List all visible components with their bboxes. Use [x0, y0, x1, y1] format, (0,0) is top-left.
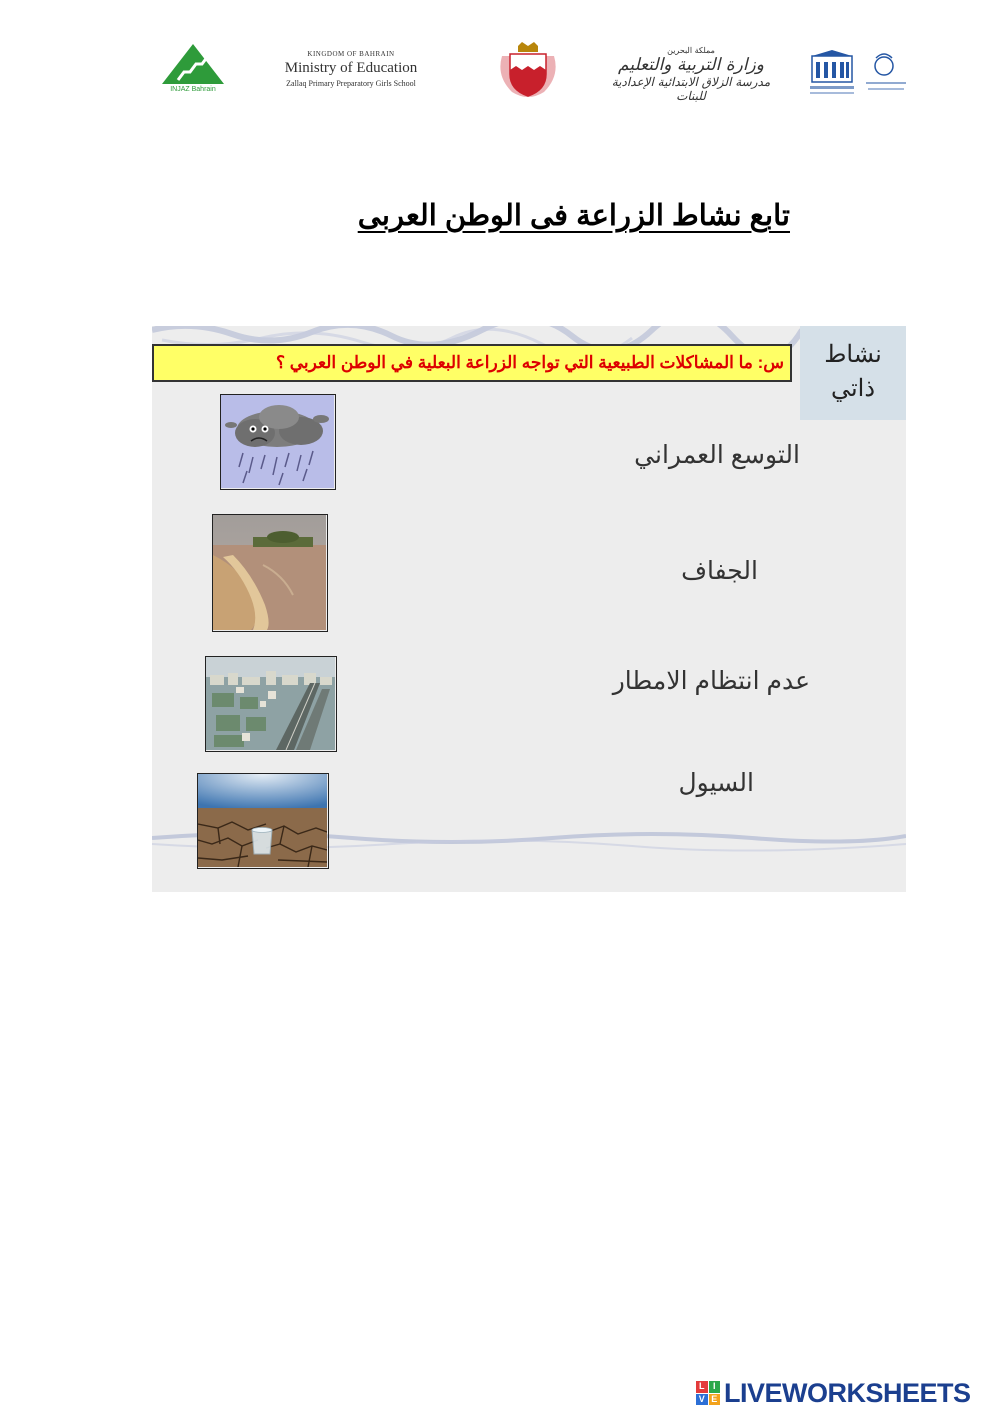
liveworksheets-brand: LIVEWORKSHEETS	[724, 1378, 971, 1408]
activity-line-1: نشاط	[824, 341, 882, 368]
flood-water-image[interactable]	[212, 514, 328, 632]
bahrain-emblem-icon	[492, 40, 564, 102]
badge-letter-i: I	[709, 1381, 721, 1393]
badge-letter-l: L	[696, 1381, 708, 1393]
badge-letter-v: V	[696, 1394, 708, 1406]
activity-line-2: ذاتي	[830, 375, 876, 402]
answer-item-floods[interactable]: السيول	[678, 769, 754, 797]
liveworksheets-badge-icon	[696, 1381, 720, 1405]
self-activity-label	[800, 326, 906, 420]
injaz-logo	[160, 42, 226, 98]
answer-item-irregular-rain[interactable]: عدم انتظام الامطار	[612, 667, 810, 695]
injaz-label: INJAZ Bahrain	[170, 86, 216, 93]
answer-item-urban-expansion[interactable]: التوسع العمراني	[634, 441, 800, 469]
liveworksheets-logo	[696, 1378, 996, 1408]
badge-letter-e: E	[709, 1394, 721, 1406]
rain-cloud-image[interactable]	[220, 394, 336, 490]
arabic-ministry-title: وزارة التربية والتعليم	[618, 55, 764, 75]
school-name: Zallaq Primary Preparatory Girls School	[286, 79, 416, 88]
arabic-school-name: مدرسة الزلاق الابتدائية الإعدادية للبنات	[611, 75, 771, 103]
arabic-ministry-block	[600, 46, 782, 103]
question-box: س: ما المشاكلات الطبيعية التي تواجه الزراعة البعلية في الوطن العربي ؟	[152, 344, 792, 382]
activity-panel	[152, 326, 906, 892]
ministry-title: Ministry of Education	[284, 60, 418, 76]
city-sprawl-image[interactable]	[205, 656, 337, 752]
unesco-logo	[806, 48, 910, 100]
kingdom-label: KINGDOM OF BAHRAIN	[307, 50, 395, 58]
ministry-of-education-block	[256, 50, 446, 88]
answer-item-drought[interactable]: الجفاف	[681, 557, 758, 585]
drought-cracked-earth-image[interactable]	[197, 773, 329, 869]
worksheet-title: تابع نشاط الزراعة فى الوطن العربى	[357, 200, 790, 232]
arabic-kingdom-label: مملكة البحرين	[667, 46, 715, 55]
header	[0, 0, 1000, 120]
